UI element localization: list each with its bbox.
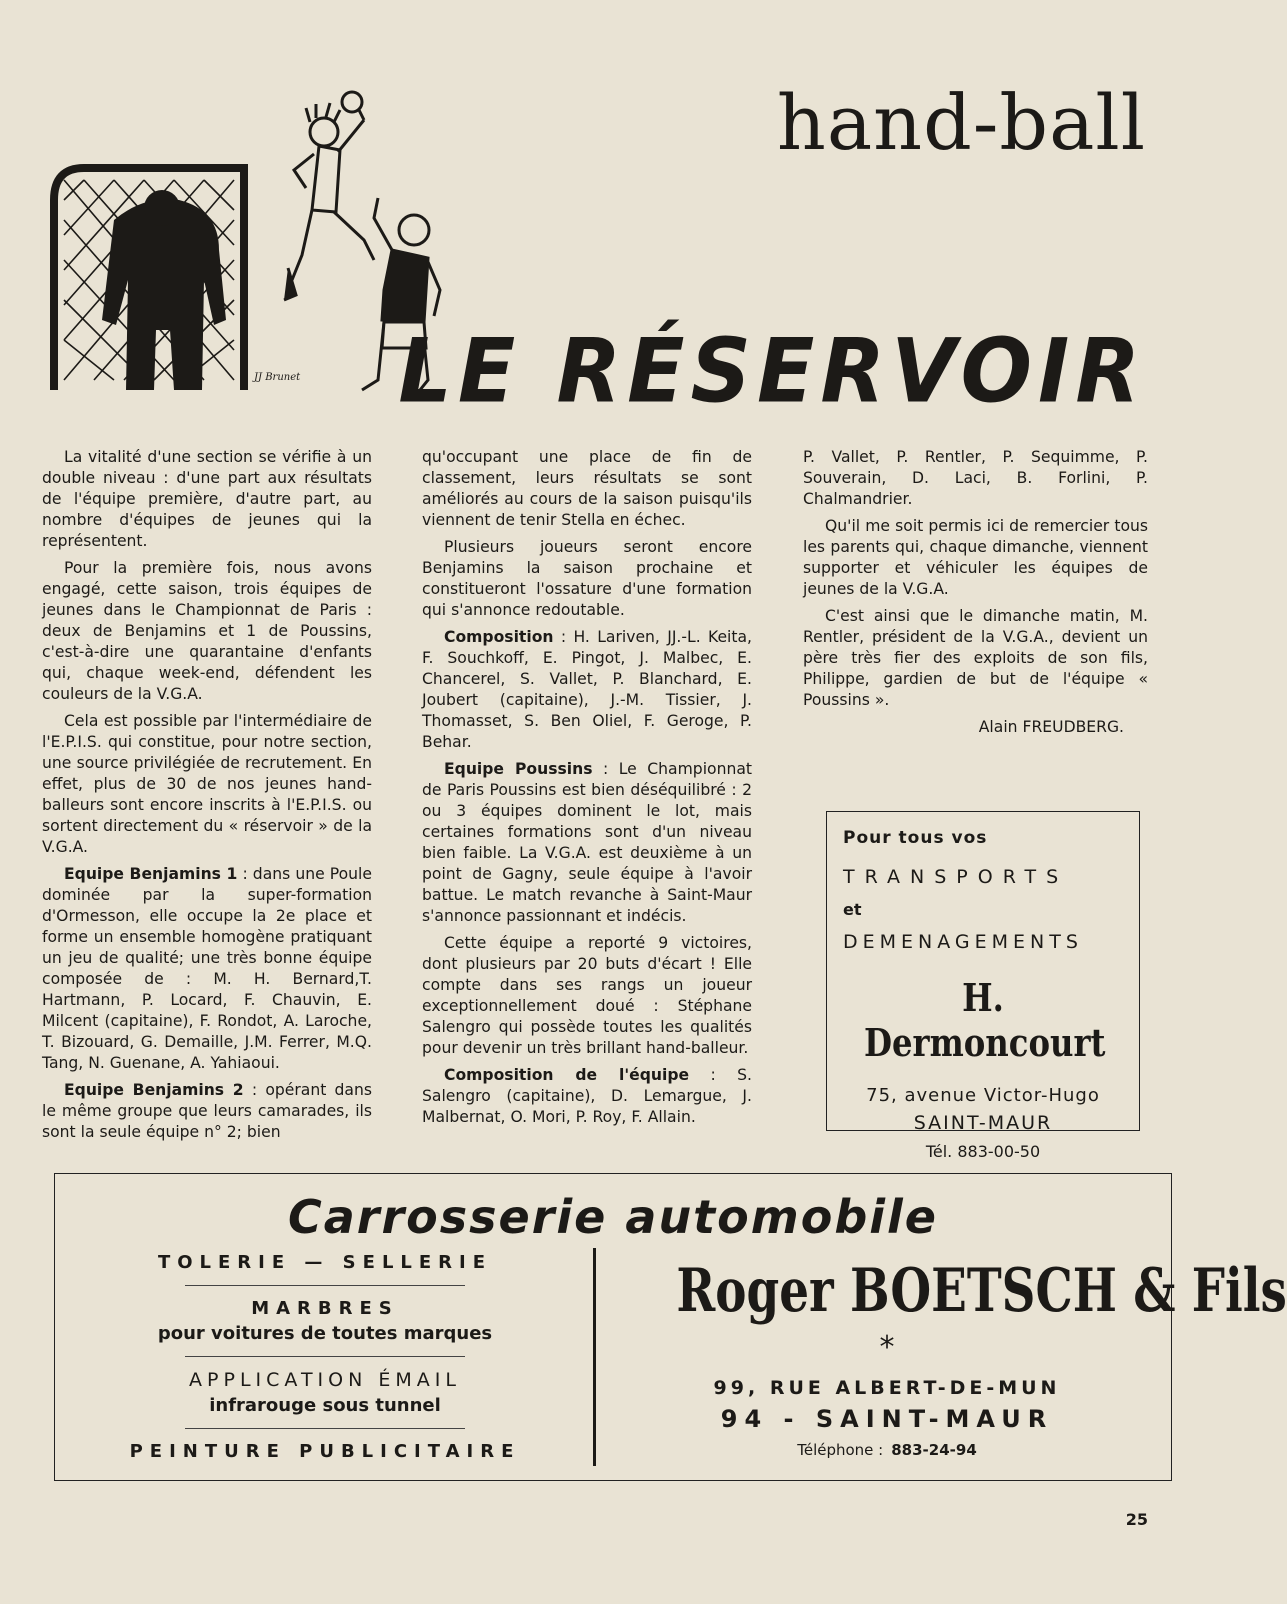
ad-line: DEMENAGEMENTS xyxy=(843,931,1083,953)
divider xyxy=(185,1285,465,1286)
ad-address: 99, RUE ALBERT-DE-MUN xyxy=(713,1377,1061,1399)
article-column-3 xyxy=(803,447,1148,744)
paragraph: Qu'il me soit permis ici de remercier tous les parents qui, chaque dimanche, viennent supporter et véhiculer les équipes de jeunes de la V.G.A. xyxy=(803,517,1148,598)
ad-address: 75, avenue Victor-Hugo xyxy=(866,1085,1100,1106)
ad-company-name: H. Dermoncourt xyxy=(864,975,1106,1065)
illustration-signature: JJ Brunet xyxy=(254,372,301,383)
ad-line: APPLICATION ÉMAIL xyxy=(189,1369,461,1391)
paragraph: La vitalité d'une section se vérifie à un double niveau : d'une part aux résultats de l'équipe première, d'autre part, au nombre d'équipes de jeunes qui la représentent. xyxy=(42,448,372,550)
paragraph-poussins xyxy=(422,759,752,927)
composition-label: Composition de l'équipe xyxy=(444,1066,690,1084)
paragraph-composition-2 xyxy=(422,1065,752,1128)
ad-line: infrarouge sous tunnel xyxy=(209,1395,441,1416)
paragraph-benjamins-1 xyxy=(42,864,372,1074)
section-title: hand-ball xyxy=(776,78,1146,167)
star-icon: * xyxy=(879,1330,895,1365)
ad-line: et xyxy=(843,900,862,919)
ad-line: PEINTURE PUBLICITAIRE xyxy=(129,1441,521,1462)
ad-transports xyxy=(826,811,1140,1161)
jumping-player xyxy=(284,92,374,300)
team-label: Equipe Benjamins 2 xyxy=(64,1081,244,1099)
page-number: 25 xyxy=(1125,1510,1148,1529)
paragraph: C'est ainsi que le dimanche matin, M. Rentler, président de la V.G.A., devient un père très fier des exploits de son fils, Philippe, gardien de but de l'équipe « Poussins ». xyxy=(803,607,1148,709)
ad-telephone: Tél. 883-00-50 xyxy=(925,1142,1041,1161)
article-column-1 xyxy=(42,447,372,1149)
ad-line: TOLERIE — SELLERIE xyxy=(157,1252,493,1273)
team-text: : Le Championnat de Paris Poussins est bien déséquilibré : 2 ou 3 équipes dominent le lot, mais certaines formations sont d'un niveau bien faible. La V.G.A. est deuxième à un point de Gagny, seule équipe à l'avoir battue. Le match revanche à Saint-Maur s'annonce passionnant et indécis. xyxy=(422,760,753,925)
paragraph: Cette équipe a reporté 9 victoires, dont plusieurs par 20 buts d'écart ! Elle compte dans ses rangs un joueur exceptionnellement doué : Stéphane Salengro qui possède toutes les qualités pour devenir un très brillant hand-balleur. xyxy=(422,934,752,1057)
paragraph-benjamins-2 xyxy=(42,1080,372,1143)
paragraph: qu'occupant une place de fin de classement, leurs résultats se sont améliorés au cours de la saison puisqu'ils viennent de tenir Stella en échec. xyxy=(422,448,752,529)
ad-line: Pour tous vos xyxy=(843,828,988,848)
ad-company xyxy=(617,1254,1287,1459)
article-headline: LE RÉSERVOIR xyxy=(398,319,1146,423)
ad-line: TRANSPORTS xyxy=(843,866,1069,888)
ad-line: pour voitures de toutes marques xyxy=(157,1323,493,1344)
ad-telephone xyxy=(617,1441,1157,1459)
handball-illustration xyxy=(44,90,444,430)
author-signature: Alain FREUDBERG. xyxy=(978,718,1124,736)
team-text: : dans une Poule dominée par la super-formation d'Ormesson, elle occupe la 2e place et forme un ensemble homogène pratiquant un jeu de qualité; une très bonne équipe composée de : M. H. Bernard,T. Hartmann, P. Locard, F. Chauvin, E. Milcent (capitaine), F. Rondot, A. Laroche, T. Bizouard, G. Demaille, J.M. Ferrer, M.Q. Tang, N. Guenane, A. Yahiaoui. xyxy=(42,865,372,1072)
ad-title: Carrosserie automobile xyxy=(288,1190,938,1244)
tel-label: Téléphone : xyxy=(797,1441,884,1459)
ad-services xyxy=(85,1252,565,1462)
ad-city: SAINT-MAUR xyxy=(913,1112,1053,1134)
paragraph: Cela est possible par l'intermédiaire de l'E.P.I.S. qui constitue, pour notre section, une source privilégiée de recrutement. En effet, plus de 30 de nos jeunes hand-balleurs sont encore inscrits à l'E.P.I.S. ou sortent directement du « réservoir » de la V.G.A. xyxy=(42,712,372,856)
article-column-2 xyxy=(422,447,752,1134)
team-label: Equipe Benjamins 1 xyxy=(64,865,238,883)
ad-city: 94 - SAINT-MAUR xyxy=(720,1405,1054,1433)
tel-number: 883-24-94 xyxy=(891,1441,977,1459)
paragraph: Pour la première fois, nous avons engagé, cette saison, trois équipes de jeunes dans le Championnat de Paris : deux de Benjamins et 1 de Poussins, c'est-à-dire une quarantaine d'enfants qui, chaque week-end, défendent les couleurs de la V.G.A. xyxy=(42,559,372,703)
divider xyxy=(185,1356,465,1357)
paragraph: P. Vallet, P. Rentler, P. Sequimme, P. Souverain, D. Laci, B. Forlini, P. Chalmandrier. xyxy=(803,448,1148,508)
vertical-divider xyxy=(593,1248,596,1466)
ad-company-name: Roger BOETSCH & Fils xyxy=(676,1256,1287,1326)
team-label: Equipe Poussins xyxy=(444,760,593,778)
paragraph-composition xyxy=(422,627,752,753)
team-text: : opérant dans le même groupe que leurs camarades, ils sont la seule équipe n° 2; bien xyxy=(42,1081,372,1141)
composition-label: Composition xyxy=(444,628,554,646)
ad-carrosserie xyxy=(54,1173,1287,1481)
ad-line: MARBRES xyxy=(251,1298,399,1319)
goalkeeper-figure xyxy=(102,190,226,390)
composition-text: : S. Salengro (capitaine), D. Lemargue, J. Malbernat, O. Mori, P. Roy, F. Allain. xyxy=(422,1066,752,1126)
divider xyxy=(185,1428,465,1429)
composition-text: : H. Lariven, JJ.-L. Keita, F. Souchkoff, E. Pingot, J. Malbec, E. Chancerel, S. Vallet, P. Blanchard, E. Joubert (capitaine), J.-M. Tissier, J. Thomasset, S. Ben Oliel, F. Geroge, P. Behar. xyxy=(422,628,752,751)
paragraph: Plusieurs joueurs seront encore Benjamins la saison prochaine et constitueront l'ossature d'une formation qui s'annonce redoutable. xyxy=(422,538,752,619)
